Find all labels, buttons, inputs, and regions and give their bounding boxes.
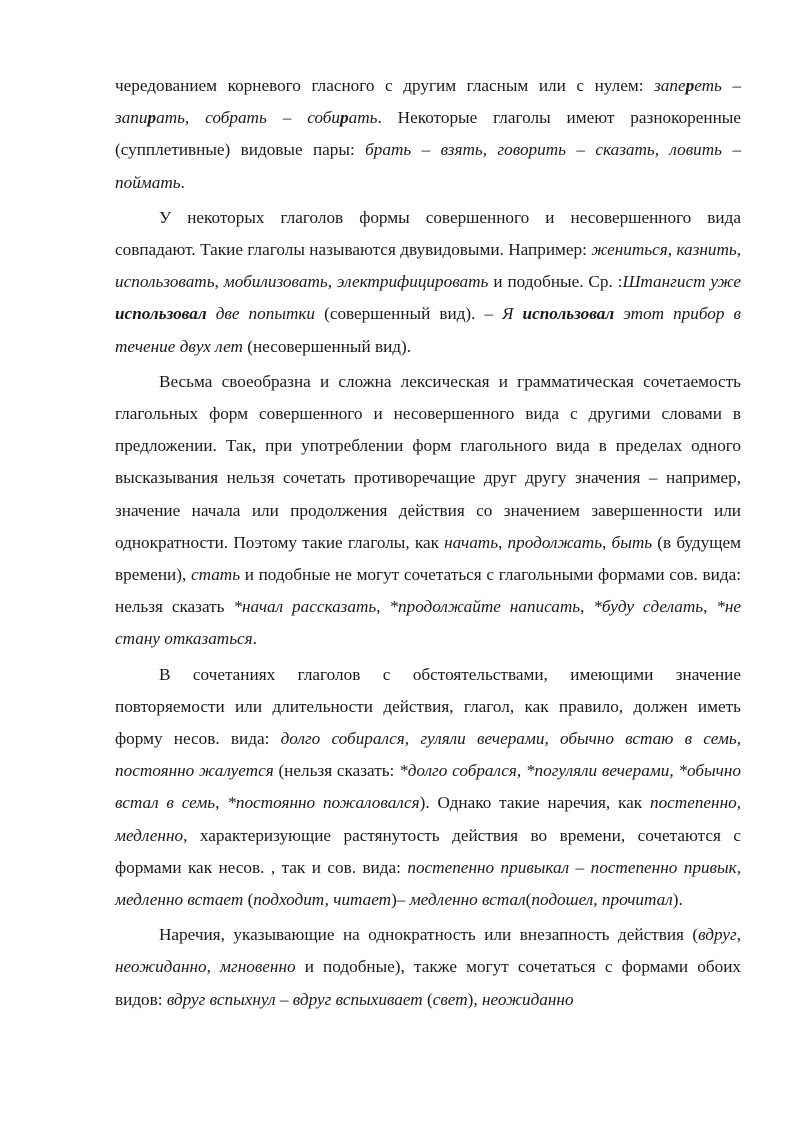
- text-run: вдруг вспыхнул – вдруг вспыхивает: [166, 989, 423, 1009]
- paragraph-lexical-compatibility: [115, 366, 741, 656]
- text-run: ать: [348, 108, 378, 128]
- text-run: неожиданно: [481, 989, 574, 1009]
- text-run: *начал рассказать: [233, 597, 377, 617]
- text-run: В сочетаниях глаголов с обстоятельствами, имеющими значение повторяемости или длительности действия, глагол, как правило, должен иметь форму несов. вида:: [115, 664, 741, 749]
- text-run: мобилизовать: [223, 272, 328, 292]
- text-run: ).: [672, 890, 683, 910]
- text-run: медленно встал: [409, 890, 526, 910]
- text-run: ,: [580, 597, 594, 617]
- text-run: ,: [376, 597, 390, 617]
- text-run: постепенно, медленно: [115, 793, 741, 845]
- text-run: еть – запи: [115, 76, 741, 128]
- text-run: )–: [391, 890, 410, 910]
- text-run: подходит, читает: [253, 890, 392, 910]
- text-run: (совершенный вид). –: [315, 304, 503, 324]
- text-run: , характеризующие растянутость действия во времени, сочетаются с формами как несов. , так и сов. вида:: [115, 825, 741, 877]
- text-run: *продолжайте написать: [389, 597, 581, 617]
- text-run: *буду сделать: [593, 597, 704, 617]
- text-run: жениться: [591, 240, 668, 260]
- text-run: использовал: [522, 304, 615, 324]
- text-run: брать – взять, говорить – сказать, ловить – поймать: [115, 140, 741, 192]
- text-run: Весьма своеобразна и сложна лексическая и грамматическая сочетаемость глагольных форм совершенного и несовершенного вида с другими словами в предложении. Так, при употреблении форм глагольного вида в пределах одного высказывания нельзя сочетать противоречащие друг другу значения – например, значение начала или продолжения действия со значением завершенности или однократности. Поэтому такие глаголы, как: [115, 371, 741, 552]
- text-run: использовать: [115, 272, 215, 292]
- text-run: . Некоторые глаголы имеют разнокоренные (супплетивные) видовые пары:: [115, 108, 741, 160]
- text-run: ать, собрать – соби: [156, 108, 341, 128]
- text-run: .: [180, 172, 185, 192]
- text-run: продолжать: [507, 532, 603, 552]
- text-run: стать: [190, 565, 241, 585]
- text-run: р: [685, 76, 695, 95]
- text-run: ,: [602, 532, 612, 552]
- text-run: (: [422, 989, 433, 1009]
- text-run: свет: [432, 989, 468, 1009]
- text-run: этот прибор в течение двух лет: [115, 304, 741, 356]
- text-run: (в будущем времени),: [115, 532, 741, 585]
- text-run: чередованием корневого гласного с другим гласным или с нулем:: [115, 76, 655, 95]
- text-run: (нельзя сказать:: [273, 761, 400, 781]
- text-run: электрифицировать: [336, 272, 489, 292]
- text-run: ,: [667, 240, 677, 260]
- paragraph-biaspectual-verbs: [115, 202, 741, 363]
- text-run: ,: [736, 240, 741, 260]
- text-run: р: [340, 108, 349, 128]
- text-run: вдруг, неожиданно, мгновенно: [115, 925, 741, 977]
- text-run: У некоторых глаголов формы совершенного и несовершенного вида совпадают. Такие глаголы называются двувидовыми. Например:: [115, 207, 741, 260]
- text-run: начать: [444, 532, 499, 552]
- text-run: *не стану отказаться: [115, 597, 742, 649]
- text-run: и подобные не могут сочетаться с глагольными формами сов. вида: нельзя сказать: [115, 565, 741, 617]
- paragraph-adverbials-repetition: [115, 659, 741, 917]
- text-run: использовал: [115, 304, 207, 324]
- text-run: ,: [327, 272, 337, 292]
- text-run: Я: [502, 304, 523, 324]
- text-run: (: [243, 890, 254, 910]
- text-run: ),: [467, 989, 482, 1009]
- text-run: ,: [214, 272, 224, 292]
- text-run: .: [252, 629, 257, 649]
- text-run: ,: [703, 597, 717, 617]
- text-run: запе: [654, 76, 686, 95]
- document-page: [115, 70, 741, 1019]
- paragraph-alternation: [115, 70, 741, 199]
- text-run: и подобные), также могут сочетаться с формами обоих видов:: [115, 957, 741, 1009]
- text-run: (: [525, 890, 532, 910]
- text-run: постепенно привыкал – постепенно привык, медленно встает: [115, 857, 741, 910]
- text-run: быть: [611, 532, 653, 552]
- text-run: и подобные. Ср. :: [488, 272, 623, 292]
- text-run: (несовершенный вид).: [242, 336, 412, 356]
- text-run: *долго собрался, *погуляли вечерами, *обычно встал в семь, *постоянно пожаловался: [115, 761, 741, 813]
- text-run: казнить: [676, 240, 737, 260]
- text-run: Наречия, указывающие на однократность или внезапность действия (: [159, 925, 699, 945]
- text-run: Штангист уже: [622, 272, 742, 292]
- text-run: р: [147, 108, 157, 128]
- paragraph-adverbs-suddenness: [115, 919, 741, 1016]
- text-run: две попытки: [206, 304, 316, 324]
- text-run: ,: [498, 532, 508, 552]
- text-run: долго собирался, гуляли вечерами, обычно встаю в семь, постоянно жалуется: [115, 729, 741, 781]
- text-run: ). Однако такие наречия, как: [419, 793, 650, 813]
- text-run: подошел, прочитал: [531, 890, 673, 910]
